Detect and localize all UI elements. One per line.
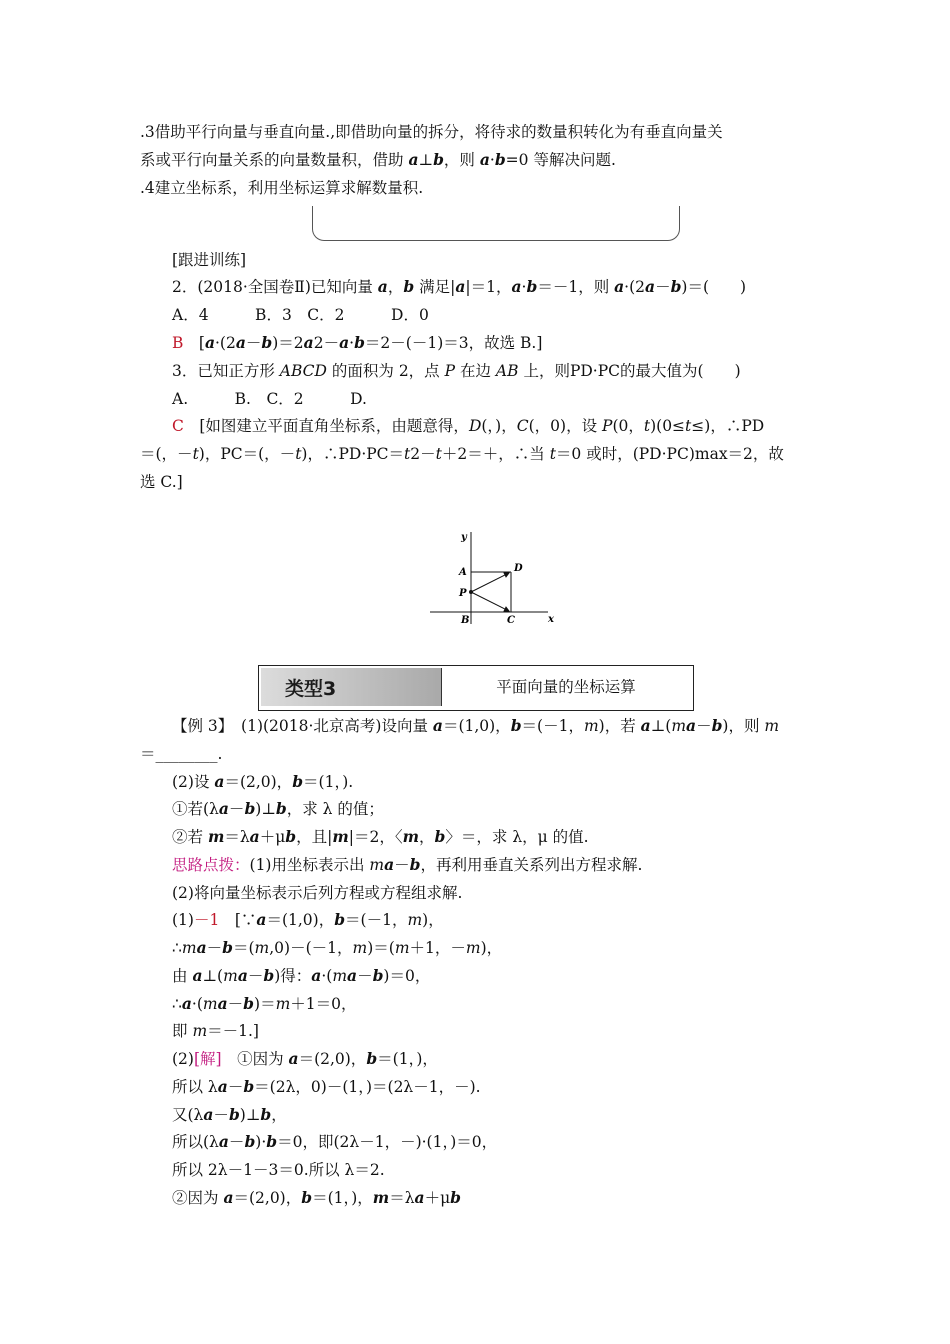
text-segment: ，	[271, 1106, 287, 1124]
text-line	[172, 798, 384, 820]
vector-PC	[471, 592, 509, 611]
text-line	[172, 771, 353, 793]
text-segment: a	[192, 966, 203, 985]
text-segment: a	[408, 150, 419, 169]
text-segment: 即	[172, 1022, 193, 1040]
label-y: y	[461, 532, 467, 543]
text-segment: ＋1，－	[409, 939, 466, 957]
banner-tag: 类型3	[285, 678, 337, 700]
text-segment: )＝( )	[681, 278, 747, 296]
text-segment: a	[455, 277, 466, 296]
text-segment: 2－	[313, 334, 340, 352]
text-segment: C	[516, 417, 529, 435]
text-segment: 2－	[410, 445, 436, 463]
text-segment: 满足|	[414, 278, 456, 296]
text-segment: a	[339, 333, 350, 352]
text-segment: )⊥	[255, 800, 276, 818]
text-segment: ⊥	[418, 151, 434, 169]
text-segment: b	[450, 1188, 461, 1207]
text-segment: P	[602, 417, 613, 435]
text-segment: m	[671, 717, 687, 735]
text-segment: (2)设	[172, 773, 215, 791]
text-segment: A. B. C．2 D.	[172, 390, 367, 408]
text-line	[172, 332, 542, 354]
text-segment: a	[614, 277, 625, 296]
text-segment: ABCD	[279, 362, 327, 380]
text-segment: t	[685, 417, 692, 435]
text-segment: ，且|	[296, 828, 333, 846]
label-B: B	[461, 615, 470, 626]
text-segment: t	[404, 445, 411, 463]
text-segment: 的面积为 2，点	[326, 362, 445, 380]
text-segment: a	[196, 938, 207, 957]
text-segment: a	[384, 855, 395, 874]
text-segment: m	[275, 995, 291, 1013]
text-segment: a	[249, 827, 260, 846]
text-line	[172, 1187, 461, 1209]
text-segment: m	[465, 939, 481, 957]
text-segment: b	[433, 150, 444, 169]
text-segment: －	[227, 995, 244, 1013]
text-segment: t	[549, 445, 556, 463]
text-line	[172, 415, 764, 437]
text-segment: －	[228, 1133, 245, 1151]
text-segment: ∴	[172, 995, 182, 1013]
text-segment: )(0≤	[650, 417, 686, 435]
text-segment: a	[217, 994, 228, 1013]
text-segment: b	[266, 1132, 278, 1151]
text-segment: a	[640, 716, 651, 735]
text-line	[172, 715, 779, 737]
text-segment: [跟进训练]	[172, 251, 247, 269]
text-segment: b	[263, 966, 275, 985]
text-segment: m	[207, 827, 225, 846]
text-segment: －	[213, 1106, 229, 1124]
text-segment: b	[243, 994, 255, 1013]
text-line	[140, 177, 423, 199]
text-segment: m	[402, 827, 420, 846]
text-segment: a	[511, 277, 522, 296]
text-segment: a	[223, 1188, 234, 1207]
text-segment: ·(2	[624, 278, 646, 296]
text-segment: ≤)，∴PD	[691, 417, 765, 435]
text-segment: b	[244, 799, 256, 818]
coordinate-figure	[426, 528, 566, 628]
text-segment: －	[245, 334, 262, 352]
text-segment: ＝(1，).	[303, 773, 354, 791]
text-line	[172, 993, 357, 1015]
text-segment: a	[377, 277, 388, 296]
text-segment: a	[237, 966, 248, 985]
text-segment: －	[227, 1078, 244, 1096]
text-segment: ＝(1,0)，	[442, 717, 511, 735]
text-line	[172, 965, 430, 987]
text-segment: m	[192, 1022, 208, 1040]
text-segment: ②因为	[172, 1189, 224, 1207]
text-segment: ＝(2,0)，	[298, 1050, 367, 1068]
text-line	[172, 826, 589, 848]
text-segment: ＋μ	[259, 828, 286, 846]
text-line	[172, 304, 429, 326]
text-segment: m	[254, 939, 270, 957]
text-line	[140, 443, 784, 465]
text-line	[172, 1104, 287, 1126]
text-segment: ＝λ	[224, 828, 250, 846]
text-segment: －	[655, 278, 671, 296]
text-segment: b	[510, 716, 522, 735]
text-segment: －	[228, 800, 245, 818]
text-segment: a	[347, 966, 358, 985]
text-segment: a	[203, 1105, 214, 1124]
text-segment: ，则	[443, 151, 480, 169]
text-segment: －	[247, 967, 264, 985]
label-D: D	[514, 563, 523, 574]
text-line	[172, 882, 462, 904]
text-segment: ①若(λ	[172, 800, 219, 818]
text-segment: )，∴PD·PC＝	[301, 445, 405, 463]
text-segment: a	[645, 277, 656, 296]
text-segment: b	[243, 1077, 255, 1096]
text-segment: ＋1＝0，	[290, 995, 357, 1013]
text-segment: －	[206, 939, 223, 957]
text-segment: ②若	[172, 828, 208, 846]
text-segment: a	[311, 966, 322, 985]
text-segment: |＝2，〈	[348, 828, 403, 846]
text-segment: (2)	[172, 1050, 194, 1068]
text-segment: m	[369, 856, 385, 874]
text-line	[172, 360, 741, 382]
text-segment: ＝2－(－1)＝3，故选 B.]	[364, 334, 543, 352]
text-line	[140, 471, 183, 493]
text-segment: a	[303, 333, 314, 352]
text-segment: －	[357, 967, 373, 985]
text-segment: b	[366, 1049, 378, 1068]
text-segment: b	[301, 1188, 313, 1207]
text-segment: )，PC＝(，－	[198, 445, 296, 463]
text-segment: ,0)－(－1，	[269, 939, 353, 957]
text-line	[140, 121, 723, 143]
text-line	[172, 1131, 497, 1153]
text-segment: 上，则PD·PC的最大值为( )	[518, 362, 741, 380]
text-segment: P	[444, 362, 456, 380]
text-segment: b	[354, 333, 365, 352]
text-segment: (，)，	[481, 417, 517, 435]
text-segment: )，若	[598, 717, 641, 735]
text-segment: ，求 λ 的值；	[286, 800, 384, 818]
text-segment: (1)	[172, 911, 194, 929]
text-segment: ＝(2λ，0)－(1，)＝(2λ－1，－).	[254, 1078, 481, 1096]
text-segment: a	[686, 716, 697, 735]
text-segment: 系或平行向量关系的向量数量积，借助	[140, 151, 409, 169]
text-segment: b	[711, 716, 723, 735]
text-segment: a	[181, 994, 192, 1013]
text-segment: b	[222, 938, 233, 957]
text-segment: b	[261, 333, 273, 352]
text-segment: [如图建立平面直角坐标系，由题意得，	[183, 417, 469, 435]
text-segment: ⊥(	[650, 717, 672, 735]
text-segment: ，再利用垂直关系列出方程求解.	[420, 856, 643, 874]
text-segment: m	[202, 995, 218, 1013]
text-segment: 所以 λ	[172, 1078, 218, 1096]
text-line	[172, 276, 746, 298]
text-segment: 思路点拨：	[172, 856, 250, 874]
text-segment: m	[407, 911, 423, 929]
text-segment: m	[372, 1188, 390, 1207]
text-segment: ＝(－1，	[345, 911, 408, 929]
text-segment: a	[204, 333, 215, 352]
text-segment: A．4 B．3 C．2 D．0	[172, 306, 429, 324]
text-segment: C	[172, 417, 184, 435]
text-segment: 选 C.]	[140, 473, 183, 491]
text-segment: ＝(1，)，	[312, 1189, 373, 1207]
text-segment: ＝(	[232, 939, 255, 957]
text-segment: ·	[349, 334, 355, 352]
text-segment: m	[394, 939, 410, 957]
text-segment: )·	[255, 1133, 267, 1151]
text-segment: ＝－1.]	[207, 1022, 259, 1040]
text-segment: ＋2＝＋，∴当	[441, 445, 550, 463]
text-segment: a	[256, 910, 267, 929]
text-segment: (1)用坐标表示出	[249, 856, 370, 874]
text-segment: ＝________.	[140, 745, 223, 763]
label-P: P	[459, 588, 467, 599]
text-segment: ＝(2,0)，	[224, 773, 293, 791]
text-segment: b	[285, 827, 297, 846]
text-segment: 在边	[455, 362, 496, 380]
text-line	[172, 388, 367, 410]
text-segment: [解]	[193, 1050, 222, 1068]
text-segment: m	[332, 967, 348, 985]
text-line	[140, 743, 222, 765]
banner-title: 平面向量的坐标运算	[441, 668, 690, 706]
text-segment: b	[334, 910, 346, 929]
text-segment: ·	[521, 278, 527, 296]
text-segment: )＝0，	[383, 967, 431, 985]
text-segment: a	[235, 333, 246, 352]
text-segment: b	[228, 1105, 240, 1124]
text-line	[172, 909, 444, 931]
text-segment: b	[494, 150, 506, 169]
text-segment: ，	[387, 278, 404, 296]
label-C: C	[507, 615, 515, 626]
banner-tag-area	[261, 668, 441, 706]
text-segment: t	[643, 417, 651, 435]
text-line	[172, 1020, 259, 1042]
text-segment: )，则	[722, 717, 765, 735]
text-segment: =0 等解决问题.	[505, 151, 616, 169]
text-segment: 又(λ	[172, 1106, 204, 1124]
text-segment: ＝(2,0)，	[233, 1189, 302, 1207]
section-banner	[258, 665, 694, 711]
text-segment: )⊥	[239, 1106, 261, 1124]
text-segment: 所以 2λ－1－3＝0.所以 λ＝2.	[172, 1161, 385, 1179]
text-segment: ·(	[321, 967, 333, 985]
text-segment: )＝	[254, 995, 276, 1013]
text-segment: ＝－1，则	[537, 278, 615, 296]
text-segment: a	[218, 799, 229, 818]
text-segment: [∵	[219, 911, 257, 929]
vector-PD	[471, 573, 509, 592]
text-segment: a	[414, 1188, 425, 1207]
text-segment: AB	[495, 362, 519, 380]
text-segment: m	[181, 939, 197, 957]
text-line	[172, 1076, 481, 1098]
point-P	[469, 590, 473, 594]
text-segment: ＝0，即(2λ－1，－)·(1，)＝0，	[277, 1133, 498, 1151]
text-segment: ＝λ	[389, 1189, 415, 1207]
text-segment: t	[295, 445, 302, 463]
text-segment: ＋μ	[424, 1189, 451, 1207]
text-segment: t	[192, 445, 199, 463]
text-segment: ＝(，－	[140, 445, 193, 463]
text-segment: (，0)，设	[528, 417, 602, 435]
text-segment: 2．(2018·全国卷Ⅱ)已知向量	[172, 278, 378, 296]
text-segment: b	[670, 277, 682, 296]
text-segment: ＝0 或时，(PD·PC)max＝2，故	[555, 445, 784, 463]
text-line	[172, 1048, 438, 1070]
text-segment: ＝(1,0)，	[266, 911, 335, 929]
text-segment: )，	[422, 911, 444, 929]
text-segment: )得：	[274, 967, 312, 985]
text-segment: )＝2	[272, 334, 304, 352]
text-segment: ·(2	[215, 334, 236, 352]
text-segment: ＝(－1，	[521, 717, 584, 735]
text-segment: m	[764, 717, 780, 735]
text-segment: B	[172, 334, 184, 352]
text-line	[172, 249, 246, 271]
text-segment: a	[218, 1132, 229, 1151]
text-segment: .4建立坐标系，利用坐标运算求解数量积.	[140, 179, 424, 197]
text-segment: ∴	[172, 939, 182, 957]
text-segment: .3借助平行向量与垂直向量.,即借助向量的拆分，将待求的数量积转化为有垂直向量关	[140, 123, 723, 141]
text-segment: 由	[172, 967, 193, 985]
text-segment: ，	[419, 828, 435, 846]
text-segment: a	[288, 1049, 299, 1068]
text-line	[172, 854, 642, 876]
text-segment: 〉＝，求 λ，μ 的值.	[445, 828, 589, 846]
text-segment: )＝(	[367, 939, 395, 957]
text-segment: m	[223, 967, 238, 985]
text-segment: －1	[193, 911, 220, 929]
text-segment: b	[526, 277, 538, 296]
text-segment: 【例 3】 (1)(2018·北京高考)设向量	[172, 717, 433, 735]
text-segment: b	[409, 855, 421, 874]
text-segment: a	[479, 150, 490, 169]
text-segment: 3．已知正方形	[172, 362, 280, 380]
text-segment: a	[214, 772, 225, 791]
text-segment: (0，	[612, 417, 644, 435]
text-segment: b	[275, 799, 287, 818]
text-segment: b	[260, 1105, 272, 1124]
text-segment: m	[332, 827, 349, 846]
text-segment: a	[432, 716, 443, 735]
text-segment: ⊥(	[202, 967, 224, 985]
text-segment: a	[217, 1077, 228, 1096]
text-segment: |＝1，	[465, 278, 512, 296]
text-segment: D	[468, 417, 482, 435]
text-segment: m	[583, 717, 599, 735]
text-segment: ·(	[191, 995, 203, 1013]
text-segment: m	[352, 939, 368, 957]
text-segment: －	[696, 717, 712, 735]
text-line	[172, 937, 502, 959]
text-segment: －	[394, 856, 410, 874]
label-x: x	[548, 614, 554, 625]
text-segment: [	[183, 334, 205, 352]
text-segment: b	[372, 966, 384, 985]
text-segment: ①因为	[221, 1050, 289, 1068]
note-box	[312, 206, 680, 241]
text-segment: t	[435, 445, 442, 463]
text-segment: 所以(λ	[172, 1133, 219, 1151]
text-segment: b	[292, 772, 304, 791]
text-segment: ＝(1，)，	[377, 1050, 438, 1068]
text-line	[140, 149, 616, 171]
text-segment: ·	[489, 151, 495, 169]
text-segment: )，	[480, 939, 503, 957]
text-segment: b	[434, 827, 446, 846]
text-line	[172, 1159, 385, 1181]
text-segment: (2)将向量坐标表示后列方程或方程组求解.	[172, 884, 463, 902]
text-segment: b	[403, 277, 415, 296]
label-A: A	[459, 567, 467, 578]
text-segment: b	[244, 1132, 256, 1151]
